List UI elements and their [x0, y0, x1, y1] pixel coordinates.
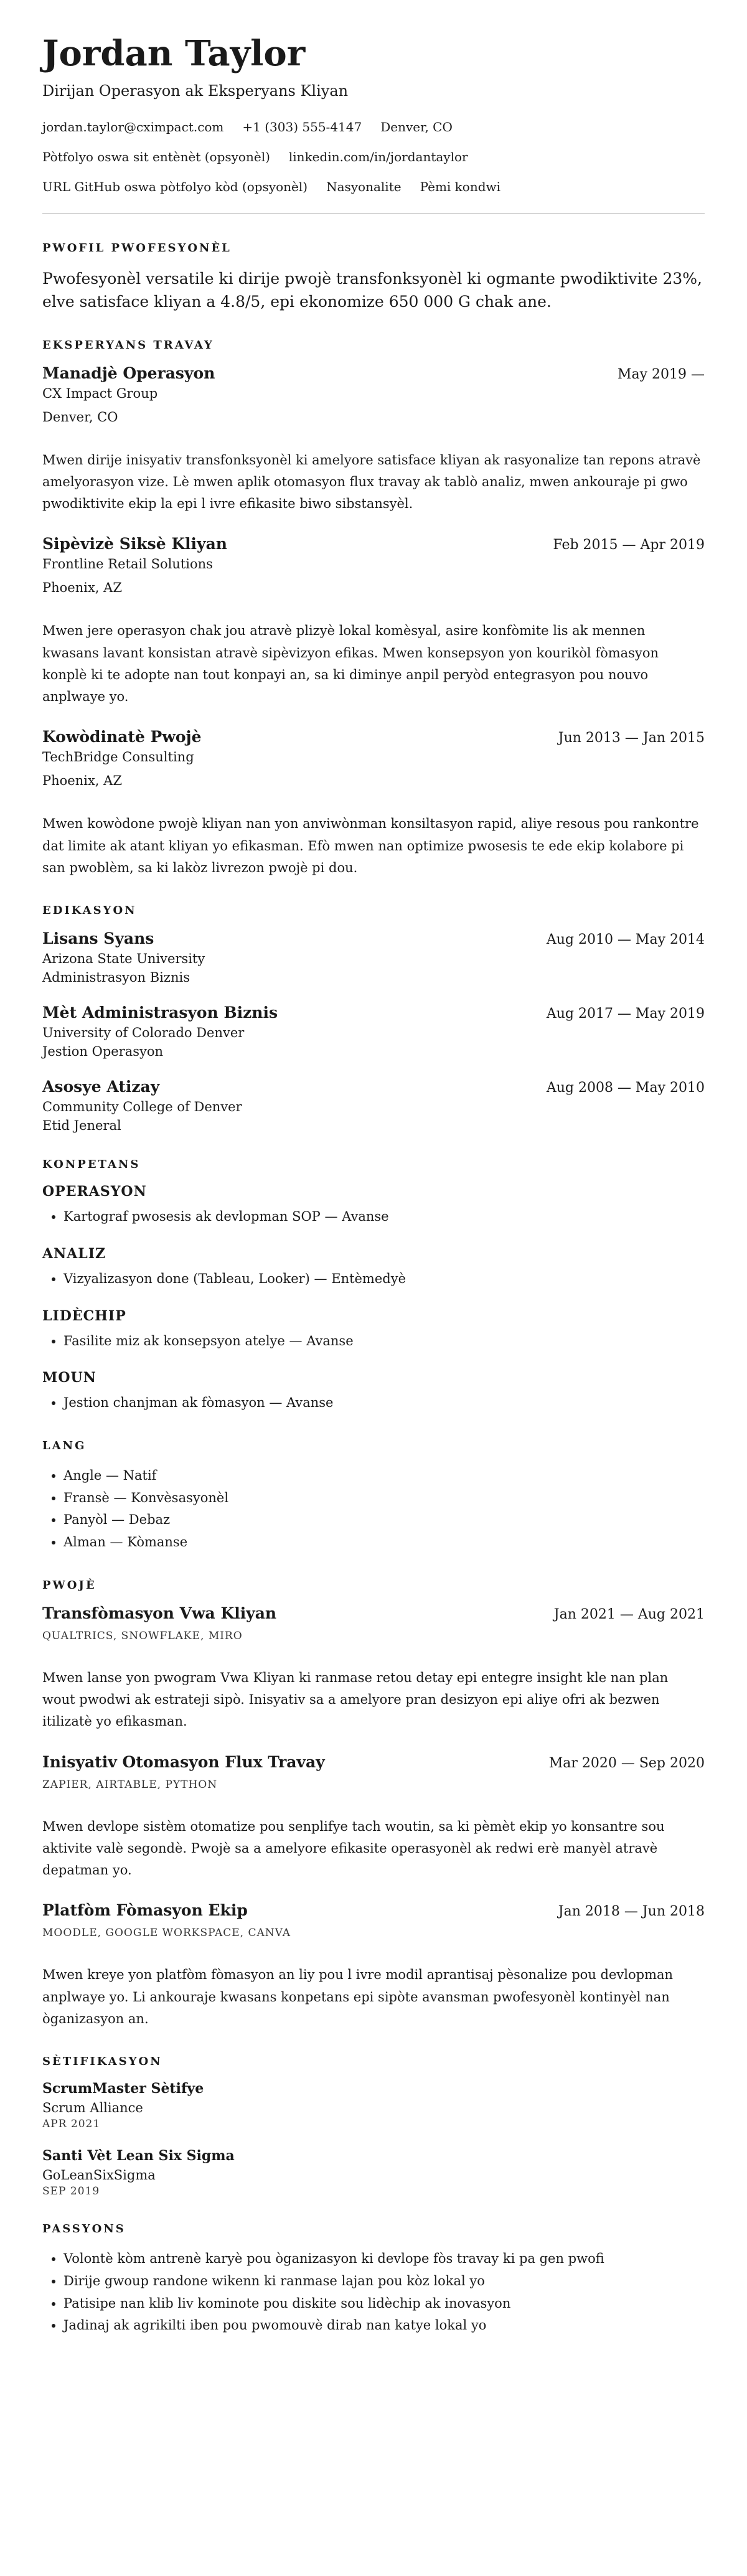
hobby-item: • Dirije gwoup randone wikenn ki ranmase lajan pou kòz lokal yo: [63, 2270, 705, 2293]
experience-entry-header: [42, 364, 705, 382]
profile-section: [42, 242, 705, 314]
project-dates: Mar 2020 — Sep 2020: [548, 1755, 705, 1771]
project-tech-stack: MOODLE, GOOGLE WORKSPACE, CANVA: [42, 1927, 291, 1940]
education-entry-header: [42, 1004, 705, 1022]
degree-title: Lisans Syans: [42, 929, 154, 948]
project-title: Platfòm Fòmasyon Ekip: [42, 1901, 248, 1920]
project-tech-stack: ZAPIER, AIRTABLE, PYTHON: [42, 1778, 218, 1791]
hobbies-section: [42, 2222, 705, 2337]
certification-name: Santi Vèt Lean Six Sigma: [42, 2148, 235, 2165]
job-location: Phoenix, AZ: [42, 580, 122, 596]
project-entry: [42, 1753, 705, 1882]
languages-section: [42, 1439, 705, 1554]
certification-entry: [42, 2148, 705, 2198]
experience-entry-header: [42, 535, 705, 553]
section-title-skills: KONPETANS: [42, 1158, 141, 1172]
certification-issuer: Scrum Alliance: [42, 2100, 143, 2116]
contact-row-primary: [42, 120, 705, 134]
candidate-name: Jordan Taylor: [42, 33, 306, 74]
skill-item: • Fasilite miz ak konsepsyon atelye — Avanse: [63, 1330, 705, 1353]
hobby-item: • Jadinaj ak agrikilti iben pou pwomouvè dirab nan katye lokal yo: [63, 2315, 705, 2337]
language-item: • Angle — Natif: [63, 1465, 705, 1487]
skill-item: • Kartograf pwosesis ak devlopman SOP — Avanse: [63, 1206, 705, 1228]
project-entry-header: [42, 1604, 705, 1622]
education-entry: [42, 1078, 705, 1133]
education-entry-header: [42, 1078, 705, 1096]
education-entry: [42, 929, 705, 985]
field-of-study: Etid Jeneral: [42, 1118, 121, 1134]
contact-row-extra: [42, 179, 705, 194]
section-title-projects: PWOJÈ: [42, 1578, 96, 1592]
profile-summary: Pwofesyonèl versatile ki dirije pwojè transfonksyonèl ki ogmante pwodiktivite 23%, elve satisface kliyan a 4.8/5, epi ekonomize 650 000 G chak ane.: [42, 269, 702, 311]
section-title-certifications: SÈTIFIKASYON: [42, 2055, 162, 2069]
job-description: Mwen kowòdone pwojè kliyan nan yon anviwònman konsiltasyon rapid, aliye resous pou rankontre dat limite ak atant kliyan yo efikasman. Efò mwen nan optimize pwosesis te ede ekip kolabore pi san pwoblèm, sa ki lakòz livrezon pwojè pi dou.: [42, 816, 699, 875]
project-entry: [42, 1604, 705, 1733]
skill-category-title: ANALIZ: [42, 1245, 106, 1262]
project-entry-header: [42, 1901, 705, 1919]
section-title-education: EDIKASYON: [42, 904, 137, 918]
candidate-headline: Dirijan Operasyon ak Eksperyans Kliyan: [42, 82, 349, 100]
school-name: Arizona State University: [42, 951, 205, 967]
job-dates: Feb 2015 — Apr 2019: [553, 537, 705, 553]
education-dates: Aug 2010 — May 2014: [546, 932, 705, 948]
skills-section: [42, 1158, 705, 1414]
skill-category-title: OPERASYON: [42, 1183, 147, 1200]
experience-entry-header: [42, 728, 705, 746]
education-dates: Aug 2008 — May 2010: [546, 1080, 705, 1096]
language-item: • Panyòl — Debaz: [63, 1509, 705, 1531]
skill-list: [42, 1268, 705, 1290]
skill-list: [42, 1206, 705, 1228]
project-entry: [42, 1901, 705, 2030]
project-title: Transfòmasyon Vwa Kliyan: [42, 1604, 277, 1622]
project-description: Mwen kreye yon platfòm fòmasyon an liy pou l ivre modil aprantisaj pèsonalize pou devlopman anplwaye yo. Li ankouraje kwasans konpetans epi sipòte avansman pwofesyonèl kontinyèl nan òganizasyon an.: [42, 1967, 674, 2026]
section-title-profile: PWOFIL PWOFESYONÈL: [42, 241, 232, 255]
certifications-section: [42, 2055, 705, 2198]
projects-section: [42, 1579, 705, 2030]
certification-date: SEP 2019: [42, 2185, 100, 2198]
hobby-item: • Patisipe nan klib liv kominote pou diskite sou lidèchip ak inovasyon: [63, 2293, 705, 2315]
experience-section: [42, 339, 705, 880]
contact-row-links: [42, 149, 705, 164]
hobby-list: [42, 2248, 705, 2337]
degree-title: Asosye Atizay: [42, 1078, 160, 1096]
certification-entry: [42, 2080, 705, 2130]
driving-permit-text: Pèmi kondwi: [420, 179, 501, 194]
skill-category-title: MOUN: [42, 1370, 96, 1386]
job-description: Mwen dirije inisyativ transfonksyonèl ki amelyore satisface kliyan ak rasyonalize tan repons atravè amelyorasyon vize. Lè mwen aplik otomasyon flux travay ak tablò analiz, mwen ankouraje pi gwo pwodiktivite ekip la epi l ivre efikasite biwo sibstansyèl.: [42, 452, 701, 512]
project-description: Mwen devlope sistèm otomatize pou senplifye tach woutin, sa ki pèmèt ekip yo konsantre sou aktivite valè segondè. Pwojè sa a amelyore efikasite operasyonèl ak redwi erè manyèl atravè depatman yo.: [42, 1818, 665, 1878]
skill-item: • Jestion chanjman ak fòmasyon — Avanse: [63, 1392, 705, 1414]
job-dates: Jun 2013 — Jan 2015: [558, 730, 705, 746]
phone-number[interactable]: +1 (303) 555-4147: [242, 119, 362, 134]
experience-entry: [42, 535, 705, 708]
portfolio-link[interactable]: Pòtfolyo oswa sit entènèt (opsyonèl): [42, 149, 270, 164]
education-section: [42, 904, 705, 1133]
experience-entry: [42, 728, 705, 879]
job-location: Phoenix, AZ: [42, 773, 122, 789]
section-title-languages: LANG: [42, 1439, 87, 1452]
project-description: Mwen lanse yon pwogram Vwa Kliyan ki ranmase retou detay epi entegre insight kle nan plan wout pwodwi ak estrateji sipò. Inisyativ sa a amelyore pran desizyon epi aliye ofri ak bezwen itilizatè yo efikasman.: [42, 1670, 669, 1729]
job-description: Mwen jere operasyon chak jou atravè plizyè lokal komèsyal, asire konfòmite lis ak mennen kwasans lavant konsistan atravè sipèvizyon efikas. Mwen konsepsyon yon kourikòl fòmasyon konplè ki te adopte nan tout konpayi an, sa ki diminye anpil peryòd entegrasyon pou nouvo anplwaye yo.: [42, 623, 659, 705]
job-title: Sipèvizè Siksè Kliyan: [42, 535, 227, 553]
email-link[interactable]: jordan.taylor@cximpact.com: [42, 119, 224, 134]
certification-name: ScrumMaster Sètifye: [42, 2080, 204, 2097]
school-name: University of Colorado Denver: [42, 1025, 245, 1041]
education-entry-header: [42, 929, 705, 947]
project-dates: Jan 2018 — Jun 2018: [558, 1904, 705, 1920]
field-of-study: Administrasyon Biznis: [42, 970, 190, 985]
project-dates: Jan 2021 — Aug 2021: [553, 1606, 705, 1622]
company-name: Frontline Retail Solutions: [42, 557, 213, 572]
header-divider: [42, 213, 705, 214]
project-tech-stack: QUALTRICS, SNOWFLAKE, MIRO: [42, 1629, 243, 1642]
resume-header: [42, 35, 705, 194]
job-title: Kowòdinatè Pwojè: [42, 728, 202, 746]
company-name: TechBridge Consulting: [42, 750, 194, 765]
school-name: Community College of Denver: [42, 1099, 242, 1115]
job-location: Denver, CO: [42, 409, 118, 425]
location-text: Denver, CO: [380, 119, 453, 134]
linkedin-link[interactable]: linkedin.com/in/jordantaylor: [288, 149, 468, 164]
field-of-study: Jestion Operasyon: [42, 1044, 164, 1060]
project-title: Inisyativ Otomasyon Flux Travay: [42, 1752, 325, 1771]
nationality-text: Nasyonalite: [326, 179, 402, 194]
skill-category-title: LIDÈCHIP: [42, 1307, 126, 1324]
education-entry: [42, 1004, 705, 1059]
certification-date: APR 2021: [42, 2118, 101, 2131]
education-dates: Aug 2017 — May 2019: [546, 1006, 705, 1022]
language-item: • Fransè — Konvèsasyonèl: [63, 1487, 705, 1510]
project-entry-header: [42, 1753, 705, 1771]
certification-issuer: GoLeanSixSigma: [42, 2168, 156, 2183]
skill-list: [42, 1392, 705, 1414]
experience-entry: [42, 364, 705, 515]
company-name: CX Impact Group: [42, 385, 158, 401]
job-dates: May 2019 —: [617, 366, 705, 382]
skill-item: • Vizyalizasyon done (Tableau, Looker) — Entèmedyè: [63, 1268, 705, 1290]
github-link[interactable]: URL GitHub oswa pòtfolyo kòd (opsyonèl): [42, 179, 308, 194]
language-list: [42, 1465, 705, 1554]
section-title-hobbies: PASSYONS: [42, 2222, 126, 2236]
degree-title: Mèt Administrasyon Biznis: [42, 1004, 278, 1022]
job-title: Manadjè Operasyon: [42, 364, 215, 382]
section-title-experience: EKSPERYANS TRAVAY: [42, 338, 214, 352]
hobby-item: • Volontè kòm antrenè karyè pou òganizasyon ki devlope fòs travay ki pa gen pwofi: [63, 2248, 705, 2270]
language-item: • Alman — Kòmanse: [63, 1531, 705, 1554]
skill-list: [42, 1330, 705, 1353]
